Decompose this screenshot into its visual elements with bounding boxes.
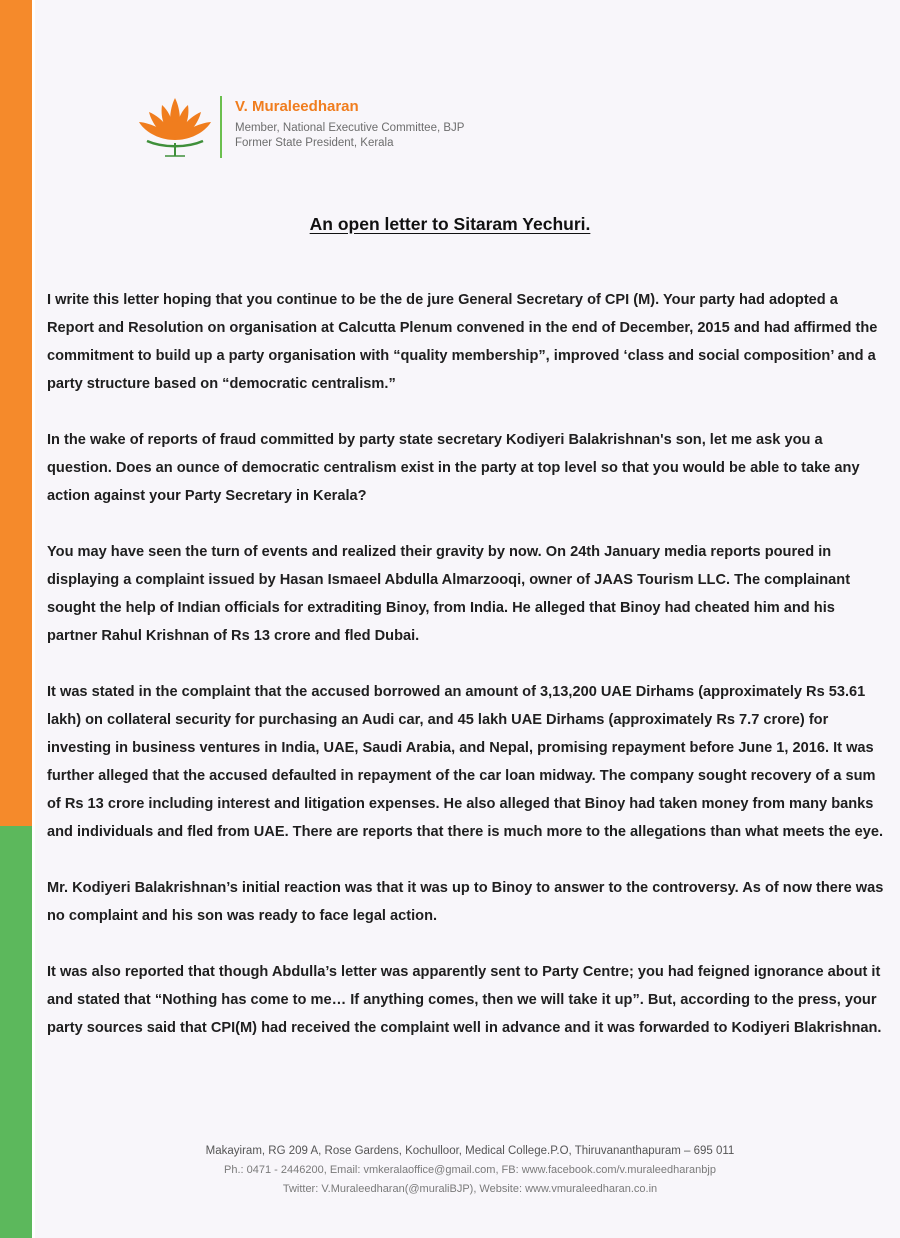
letter-paragraph: It was stated in the complaint that the accused borrowed an amount of 3,13,200 UAE Dirhams (approximately Rs 53.61 lakh) on collateral security for purchasing an Audi car, and 45 lakh UAE Dirhams (approximately Rs 7.7 crore) for investing in business ventures in India, UAE, Saudi Arabia, and Nepal, promising repayment before June 1, 2016. It was further alleged that the accused defaulted in repayment of the car loan midway. The company sought recovery of a sum of Rs 13 crore including interest and litigation expenses. He also alleged that Binoy had taken money from many banks and individuals and fled from UAE. There are reports that there is much more to the allegations than what meets the eye. [47, 684, 884, 840]
letter-paragraph: Mr. Kodiyeri Balakrishnan’s initial reaction was that it was up to Binoy to answer to the controversy. As of now there was no complaint and his son was ready to face legal action. [47, 880, 884, 924]
header-divider [220, 96, 222, 158]
lotus-logo-icon [135, 92, 215, 162]
letter-footer [110, 1142, 830, 1199]
footer-contact: Ph.: 0471 - 2446200, Email: vmkeralaoffice@gmail.com, FB: www.facebook.com/v.muraleedharanbjp [224, 1164, 716, 1176]
letter-paragraph: You may have seen the turn of events and realized their gravity by now. On 24th January media reports poured in displaying a complaint issued by Hasan Ismaeel Abdulla Almarzooqi, owner of JAAS Tourism LLC. The complainant sought the help of Indian officials for extraditing Binoy, from India. He alleged that Binoy had cheated him and his partner Rahul Krishnan of Rs 13 crore and fled Dubai. [47, 544, 851, 644]
letter-body [47, 286, 887, 1070]
letter-paragraph: I write this letter hoping that you continue to be the de jure General Secretary of CPI (M). Your party had adopted a Report and Resolution on organisation at Calcutta Plenum convened in the end of December, 2015 and had affirmed the commitment to build up a party organisation with “quality membership”, improved ‘class and social composition’ and a party structure based on “democratic centralism.” [47, 292, 878, 392]
footer-address: Makayiram, RG 209 A, Rose Gardens, Kochulloor, Medical College.P.O, Thiruvananthapuram – 695 011 [205, 1145, 735, 1157]
author-name: V. Muraleedharan [235, 98, 359, 115]
letter-paragraph: It was also reported that though Abdulla’s letter was apparently sent to Party Centre; you had feigned ignorance about it and stated that “Nothing has come to me… If anything comes, then we will take it up”. But, according to the press, your party sources said that CPI(M) had received the complaint well in advance and it was forwarded to Kodiyeri Blakrishnan. [47, 964, 882, 1036]
letter-title: An open letter to Sitaram Yechuri. [309, 214, 591, 234]
author-role-line1: Member, National Executive Committee, BJP [235, 122, 465, 134]
green-border-stripe [0, 826, 32, 1238]
letter-paragraph: In the wake of reports of fraud committed by party state secretary Kodiyeri Balakrishnan's son, let me ask you a question. Does an ounce of democratic centralism exist in the party at top level so that you would be able to take any action against your Party Secretary in Kerala? [47, 432, 860, 504]
saffron-border-stripe [0, 0, 32, 826]
footer-social: Twitter: V.Muraleedharan(@muraliBJP), Website: www.vmuraleedharan.co.in [282, 1183, 658, 1195]
author-role-line2: Former State President, Kerala [235, 137, 394, 149]
